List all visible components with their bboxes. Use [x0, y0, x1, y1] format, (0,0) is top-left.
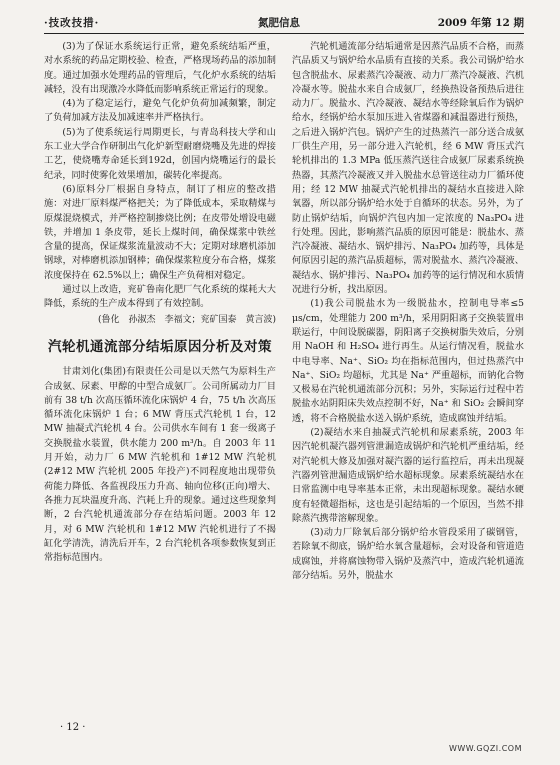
article-title: 汽轮机通流部分结垢原因分析及对策 — [48, 338, 272, 355]
page-number: · 12 · — [60, 722, 86, 733]
watermark: WWW.GQZI.COM — [448, 744, 522, 753]
right-column — [292, 40, 524, 583]
paragraph: 汽轮机通流部分结垢通常是因蒸汽品质不合格，而蒸汽品质又与锅炉给水品质有直接的关系。我公司锅炉给水包含脱盐水、尿素蒸汽冷凝液、动力厂蒸汽冷凝液、汽机冷凝水等。脱盐水来自合成氨厂，经换热设备预热后进往动力厂。脱盐水、汽冷凝液、凝结水等经除氧后作为锅炉给水，经锅炉给水泵加压进入省煤器和减温器进行预热，之后进入锅炉汽包。锅炉产生的过热蒸汽一部分送合成氨厂供生产用，另一部分进入汽轮机，经 6 MW 背压式汽轮机排出的 1.3 MPa 低压蒸汽送往合成氨厂尿素系统换热器，其蒸汽冷凝液又并入脱盐水总管送往动力厂循环使用；经 12 MW 抽凝式汽轮机排出的凝结水直接进入除氧器，所以部分锅炉给水处于自循环的状态。另外，为了防止锅炉结垢，向锅炉汽包内加一定浓度的 Na₃PO₄ 进行处理。因此，影响蒸汽品质的原因可能是：脱盐水、蒸汽冷凝液、凝结水、锅炉排污、Na₃PO₄ 加药等，具体是何原因引起的蒸汽品质超标，需对脱盐水、蒸汽冷凝液、凝结水、锅炉排污、Na₃PO₄ 加药等的运行情况和水质情况进行分析，找出原因。 — [292, 41, 524, 296]
paragraph: (1)我公司脱盐水为一级脱盐水，控制电导率≤5 μs/cm，处理能力 200 m³/h，采用阴阳离子交换装置串联运行，中间设脱碳器，阴阳离子交换树脂失效后，分别用 NaOH 和 H₂SO₄ 进行再生。从运行情况看，脱盐水中电导率、Na⁺、SiO₂ 均在指标范围内，但过热蒸汽中 Na⁺、SiO₂ 均超标，尤其是 Na⁺ 严重超标，而钠化合物又极易在汽轮机通流部分沉积；另外，实际运行过程中若脱盐水站阴阳床失效点控制不好，Na⁺ 和 SiO₂ 会瞬间穿透，将不合格脱盐水送入锅炉系统，造成腐蚀并结垢。 — [292, 298, 524, 424]
page-header — [44, 12, 524, 32]
paragraph: (2)凝结水来自抽凝式汽轮机和尿素系统，2003 年因汽轮机凝汽器列管泄漏造成锅炉和汽轮机严重结垢，经对汽轮机大修及加强对凝汽器的运行监控后，再未出现凝汽器列管泄漏造成锅炉给水超标现象。尿素系统凝结水在日常监测中电导率基本正常，未出现超标现象。凝结水硬度有轻微超指标，这也是引起结垢的一个原因，当然不排除蒸汽携带溶解现象。 — [292, 427, 524, 524]
journal-title: 氮肥信息 — [258, 17, 300, 29]
column-label: ·技改技措· — [44, 17, 100, 29]
paragraph: (3)为了保证水系统运行正常，避免系统结垢严重，对水系统的药品定期校验、检查，严格现场药品的添加制度。通过加强水处理药品的管理后，气化炉水系统的结垢减轻，没有出现激冷水降低而影响系统正常运行的现象。 — [44, 41, 276, 95]
header-rule — [44, 33, 524, 34]
issue-number: 2009 年第 12 期 — [437, 17, 524, 29]
paragraph: 通过以上改造，兖矿鲁南化肥厂气化系统的煤耗大大降低，系统的生产成本得到了有效控制。 — [44, 284, 276, 310]
left-column — [44, 40, 276, 565]
paragraph: (4)为了稳定运行，避免气化炉负荷加减频繁，制定了负荷加减方法及加减速率并严格执行。 — [44, 98, 276, 124]
paragraph: (6)原料分厂根据自身特点，制订了相应的整改措施：对进厂原料煤严格把关；为了降低成本，采取精煤与原煤混烧模式，并严格控制掺烧比例；在皮带处增设电磁铁，并增加 1 条皮带，延长上煤时间，确保煤浆中铁丝含量的提高，保证煤浆流量波动不大；定期对球磨机添加钢球，对棒磨机添加钢棒；确保煤浆粒度分布合格，煤浆浓度保持在 62.5%以上；确保生产负荷相对稳定。 — [44, 183, 276, 281]
paragraph: (3)动力厂除氧后部分锅炉给水管段采用了碳钢管，若除氧不彻底，锅炉给水氧含量超标，会对设备和管道造成腐蚀，并将腐蚀物带入锅炉及蒸汽中，造成汽轮机通流部分结垢。另外，脱盐水 — [292, 527, 524, 581]
paragraph: 甘肃刘化(集团)有限责任公司是以天然气为原料生产合成氨、尿素、甲醇的中型合成氨厂。公司所属动力厂目前有 38 t/h 次高压循环流化床锅炉 4 台，75 t/h 次高压循环流化床锅炉 1 台；6 MW 背压式汽轮机 1 台，12 MW 抽凝式汽轮机 4 台。公司供水车间有 1 套一级离子交换脱盐水装置，供水能力 200 m³/h。自 2003 年 11 月开始，动力厂 6 MW 汽轮机和 1#12 MW 汽轮机(2#12 MW 汽轮机 2005 年投产)不同程度地出现带负荷能力降低、各监视段压力升高、轴向位移(正向)增大、各推力瓦块温度升高、汽耗上升的现象。通过这些现象判断，2 台汽轮机通流部分存在结垢问题。2003 年 12 月，对 6 MW 汽轮机和 1#12 MW 汽轮机进行了不揭缸化学清洗，清洗后开车，2 台汽轮机各项参数恢复到正常指标范围内。 — [44, 366, 276, 564]
author-signature: (鲁化 孙淑杰 李福文；兖矿国泰 黄言波) — [97, 314, 276, 325]
paragraph: (5)为了使系统运行周期更长，与青岛科技大学和山东工业大学合作研制出气化炉新型耐磨烧嘴及先进的焊接工艺，使烧嘴寿命延长到192d，创国内烧嘴运行的最长纪录，同时使雾化效果增加，碳转化率提高。 — [44, 126, 276, 181]
